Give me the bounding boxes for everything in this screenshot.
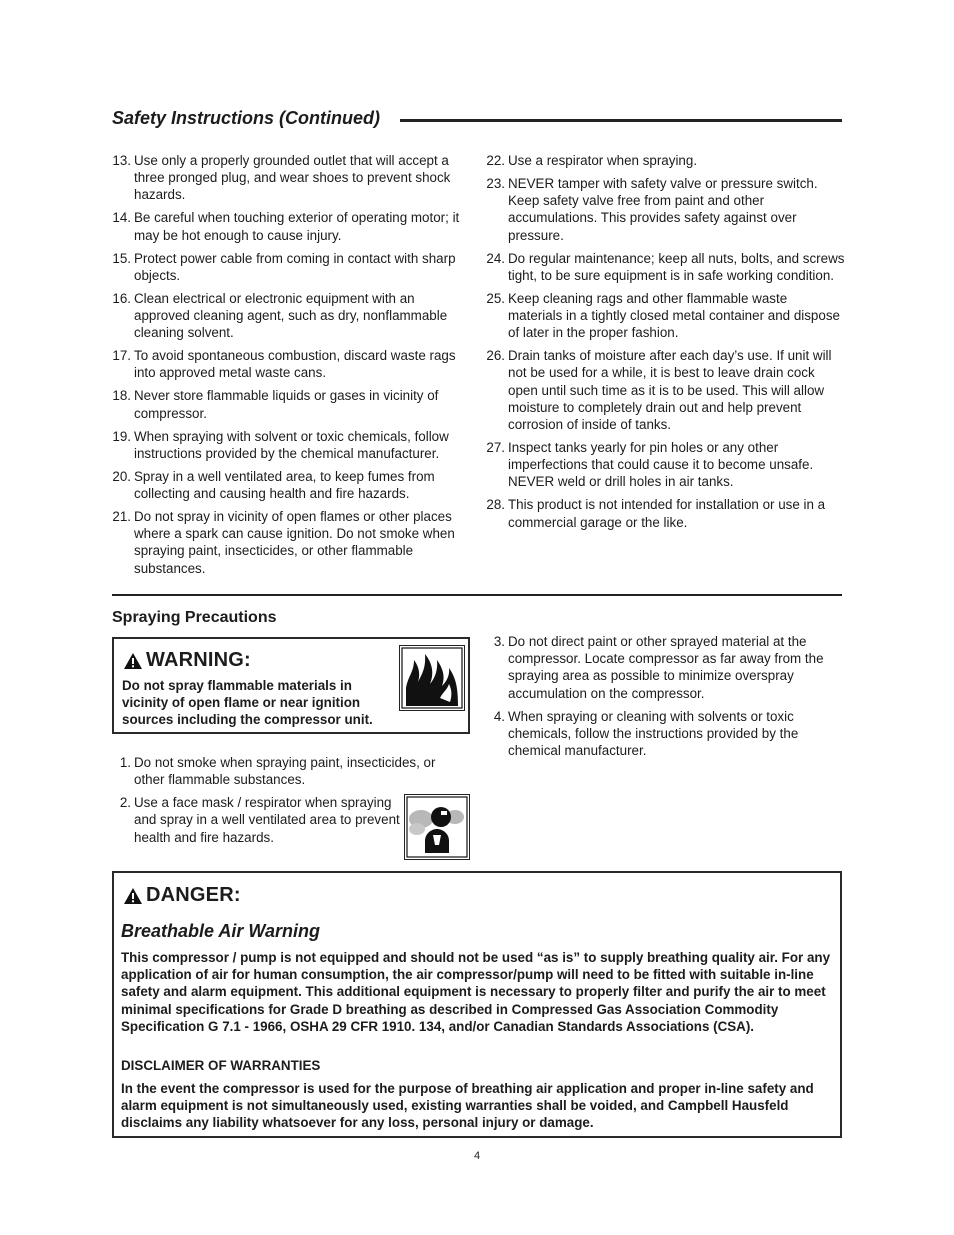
list-item-text: Protect power cable from coming in contact with sharp objects. — [134, 250, 456, 283]
list-item — [485, 439, 845, 491]
list-item-text: NEVER tamper with safety valve or pressure switch. Keep safety valve free from paint and other accumulations. This provides safety against over pressure. — [508, 176, 818, 243]
list-item — [111, 152, 471, 204]
list-item — [485, 708, 845, 760]
list-item-text: Do not direct paint or other sprayed material at the compressor. Locate compressor as far away from the spraying area as possible to minimize overspray accumulation on the compressor. — [508, 634, 824, 701]
list-item — [485, 175, 845, 244]
danger-paragraph: This compressor / pump is not equipped and should not be used “as is” to supply breathing quality air. For any application of air for human consumption, the air compressor/pump will need to be fitted with suitable in-line safety and alarm equipment. This additional equipment is necessary to properly filter and purify the air to meet minimal specifications for Grade D breathing as described in Compressed Gas Association Commodity Specification G 7.1 - 1966, OSHA 29 CFR 1910. 134, and/or Canadian Standards Associations (CSA). — [121, 950, 831, 1034]
list-item-text: When spraying or cleaning with solvents or toxic chemicals, follow the instructions provided by the chemical manufacturer. — [508, 708, 799, 759]
list-item-text: When spraying with solvent or toxic chemicals, follow instructions provided by the chemical manufacturer. — [134, 428, 449, 461]
disclaimer-heading: DISCLAIMER OF WARRANTIES — [121, 1058, 321, 1073]
disclaimer-text: In the event the compressor is used for the purpose of breathing air application and proper in-line safety and alarm equipment is not simultaneously used, existing warranties shall be voided, and Campbell Hausfeld disclaims any liability whatsoever for any loss, personal injury or damage. — [121, 1081, 814, 1131]
danger-title: DANGER: — [146, 884, 241, 906]
danger-triangle-icon — [123, 887, 143, 905]
list-item-number: 18. — [112, 388, 131, 404]
list-item-text: Clean electrical or electronic equipment with an approved cleaning agent, such as dry, nonflammable cleaning solvent. — [134, 290, 448, 341]
list-item-number: 16. — [112, 290, 131, 306]
list-item — [485, 347, 845, 433]
list-item-number: 21. — [112, 509, 131, 525]
list-item-number: 17. — [112, 348, 131, 364]
list-item-number: 13. — [112, 153, 131, 168]
list-item-number: 23. — [486, 176, 505, 191]
page-number: 4 — [473, 1150, 481, 1162]
list-item-text: Use only a properly grounded outlet that will accept a three pronged plug, and wear shoes to prevent shock hazards. — [134, 153, 451, 203]
list-item — [111, 794, 404, 846]
safety-list-left — [111, 152, 471, 583]
list-item-number: 25. — [486, 290, 505, 306]
list-item — [111, 754, 461, 788]
list-item — [111, 347, 471, 381]
list-item — [111, 508, 471, 577]
list-item-text: Do not smoke when spraying paint, insecticides, or other flammable substances. — [134, 755, 436, 788]
list-item-text: This product is not intended for installation or use in a commercial garage or the like. — [508, 497, 826, 530]
list-item — [485, 496, 845, 530]
list-item-text: Be careful when touching exterior of operating motor; it may be hot enough to cause injury. — [134, 210, 460, 243]
list-item-number: 22. — [486, 153, 505, 168]
section-divider — [112, 594, 842, 596]
list-item-number: 24. — [486, 250, 505, 266]
list-item — [111, 428, 471, 462]
list-item-text: Never store flammable liquids or gases in vicinity of compressor. — [134, 388, 439, 421]
warning-title-row — [123, 649, 251, 672]
list-item — [111, 250, 471, 284]
list-item-number: 27. — [486, 440, 505, 456]
list-item — [111, 209, 471, 243]
warning-title: WARNING: — [146, 649, 251, 671]
warning-box — [112, 637, 470, 734]
list-item-text: Keep cleaning rags and other flammable waste materials in a tightly closed metal container and dispose of later in the proper fashion. — [508, 290, 840, 341]
list-item-text: Do regular maintenance; keep all nuts, bolts, and screws tight, to be sure equipment is in safe working condition. — [508, 250, 845, 283]
list-item — [111, 290, 471, 342]
list-item-text: To avoid spontaneous combustion, discard waste rags into approved metal waste cans. — [134, 348, 456, 381]
list-item-text: Inspect tanks yearly for pin holes or any other imperfections that could cause it to become unsafe. NEVER weld or drill holes in air tanks. — [508, 440, 814, 490]
list-item-number: 28. — [486, 497, 505, 513]
list-item-number: 20. — [112, 468, 131, 484]
spraying-list-right — [485, 633, 845, 765]
list-item — [485, 633, 845, 702]
list-item-number: 15. — [112, 250, 131, 266]
list-item — [111, 387, 471, 421]
list-item-text: Do not spray in vicinity of open flames or other places where a spark can cause ignition. Do not smoke when spraying paint, insecticides, or other flammable substances. — [134, 509, 455, 576]
header-rule — [400, 119, 842, 122]
danger-subtitle: Breathable Air Warning — [121, 921, 321, 941]
section-title: Safety Instructions (Continued) — [112, 108, 381, 128]
respirator-icon — [404, 794, 470, 860]
list-item-text: Drain tanks of moisture after each day’s use. If unit will not be used for a while, it is best to leave drain cock open until such time as it is to be used. This will allow moisture to completely drain out and help prevent corrosion of inside of tanks. — [508, 348, 832, 433]
list-item-number: 19. — [112, 428, 131, 444]
warning-triangle-icon — [123, 652, 143, 670]
list-item-number: 4. — [493, 708, 505, 724]
list-item-number: 2. — [119, 795, 131, 811]
danger-title-row — [123, 884, 241, 907]
warning-text: Do not spray flammable materials in vicinity of open flame or near ignition sources including the compressor unit. — [122, 678, 373, 728]
safety-list-right — [485, 152, 845, 537]
list-item-number: 14. — [112, 210, 131, 226]
danger-box — [112, 871, 842, 1138]
list-item-number: 1. — [119, 755, 131, 770]
list-item-text: Spray in a well ventilated area, to keep fumes from collecting and causing health and fire hazards. — [134, 468, 435, 502]
list-item — [485, 290, 845, 342]
spraying-heading: Spraying Precautions — [112, 609, 277, 626]
list-item — [111, 468, 471, 502]
list-item — [485, 152, 845, 169]
list-item — [485, 250, 845, 284]
list-item-text: Use a respirator when spraying. — [508, 153, 698, 168]
list-item-text: Use a face mask / respirator when spraying and spray in a well ventilated area to prevent health and fire hazards. — [134, 795, 400, 845]
fire-hazard-icon — [399, 645, 465, 711]
list-item-number: 3. — [493, 634, 505, 649]
list-item-number: 26. — [486, 348, 505, 364]
